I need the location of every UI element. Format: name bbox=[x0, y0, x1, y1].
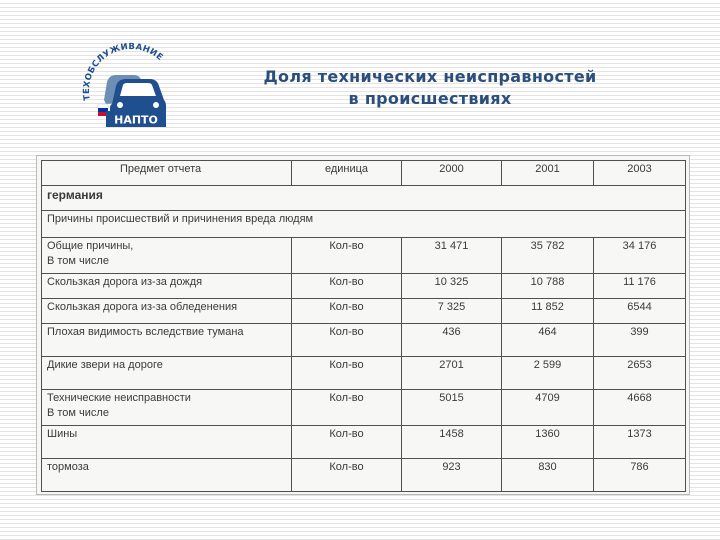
table-row bbox=[42, 324, 686, 357]
country-row bbox=[42, 186, 686, 211]
column-header: 2003 bbox=[594, 161, 686, 186]
cell-2000: 2701 bbox=[402, 357, 502, 390]
cell-2000: 1458 bbox=[402, 426, 502, 459]
cell-2001: 464 bbox=[502, 324, 594, 357]
page-title bbox=[230, 66, 630, 110]
cell-2001: 11 852 bbox=[502, 299, 594, 324]
table-row bbox=[42, 299, 686, 324]
row-unit: Кол-во bbox=[292, 426, 402, 459]
scanned-table-document bbox=[36, 155, 690, 495]
row-label: Плохая видимость вследствие тумана bbox=[42, 324, 292, 357]
cell-2003: 399 bbox=[594, 324, 686, 357]
column-header: единица bbox=[292, 161, 402, 186]
cell-2003: 786 bbox=[594, 459, 686, 492]
row-unit: Кол-во bbox=[292, 274, 402, 299]
cell-2003: 34 176 bbox=[594, 238, 686, 274]
row-label: Скользкая дорога из-за дождя bbox=[42, 274, 292, 299]
cell-2000: 5015 bbox=[402, 390, 502, 426]
cell-2003: 2653 bbox=[594, 357, 686, 390]
cell-2001: 35 782 bbox=[502, 238, 594, 274]
cell-2003: 4668 bbox=[594, 390, 686, 426]
row-label: Шины bbox=[42, 426, 292, 459]
napto-logo bbox=[76, 42, 186, 132]
title-line-2: в происшествиях bbox=[348, 89, 512, 108]
cell-2003: 11 176 bbox=[594, 274, 686, 299]
row-label: Скользкая дорога из-за обледенения bbox=[42, 299, 292, 324]
defects-table bbox=[41, 160, 686, 492]
row-unit: Кол-во bbox=[292, 357, 402, 390]
row-unit: Кол-во bbox=[292, 390, 402, 426]
row-label: Общие причины, В том числе bbox=[42, 238, 292, 274]
row-unit: Кол-во bbox=[292, 324, 402, 357]
row-label: тормоза bbox=[42, 459, 292, 492]
cell-2000: 923 bbox=[402, 459, 502, 492]
country-label: германия bbox=[42, 186, 686, 211]
cell-2000: 7 325 bbox=[402, 299, 502, 324]
logo-badge-text: НАПТО bbox=[114, 113, 158, 127]
row-label: Технические неисправности В том числе bbox=[42, 390, 292, 426]
column-header: 2001 bbox=[502, 161, 594, 186]
cell-2001: 830 bbox=[502, 459, 594, 492]
title-line-1: Доля технических неисправностей bbox=[263, 67, 597, 86]
table-row bbox=[42, 390, 686, 426]
row-label: Дикие звери на дороге bbox=[42, 357, 292, 390]
column-header: Предмет отчета bbox=[42, 161, 292, 186]
section-row bbox=[42, 211, 686, 238]
cell-2003: 6544 bbox=[594, 299, 686, 324]
cell-2003: 1373 bbox=[594, 426, 686, 459]
table-row bbox=[42, 357, 686, 390]
column-header: 2000 bbox=[402, 161, 502, 186]
cell-2000: 10 325 bbox=[402, 274, 502, 299]
cell-2001: 10 788 bbox=[502, 274, 594, 299]
table-header-row bbox=[42, 161, 686, 186]
table-row bbox=[42, 238, 686, 274]
cell-2000: 31 471 bbox=[402, 238, 502, 274]
table-row bbox=[42, 426, 686, 459]
logo-arc-text: ТЕХОБСЛУЖИВАНИЕ bbox=[82, 42, 165, 102]
cell-2001: 1360 bbox=[502, 426, 594, 459]
section-label: Причины происшествий и причинения вреда людям bbox=[42, 211, 686, 238]
row-unit: Кол-во bbox=[292, 459, 402, 492]
cell-2001: 4709 bbox=[502, 390, 594, 426]
row-unit: Кол-во bbox=[292, 299, 402, 324]
row-unit: Кол-во bbox=[292, 238, 402, 274]
table-row bbox=[42, 274, 686, 299]
table-row bbox=[42, 459, 686, 492]
cell-2000: 436 bbox=[402, 324, 502, 357]
cell-2001: 2 599 bbox=[502, 357, 594, 390]
